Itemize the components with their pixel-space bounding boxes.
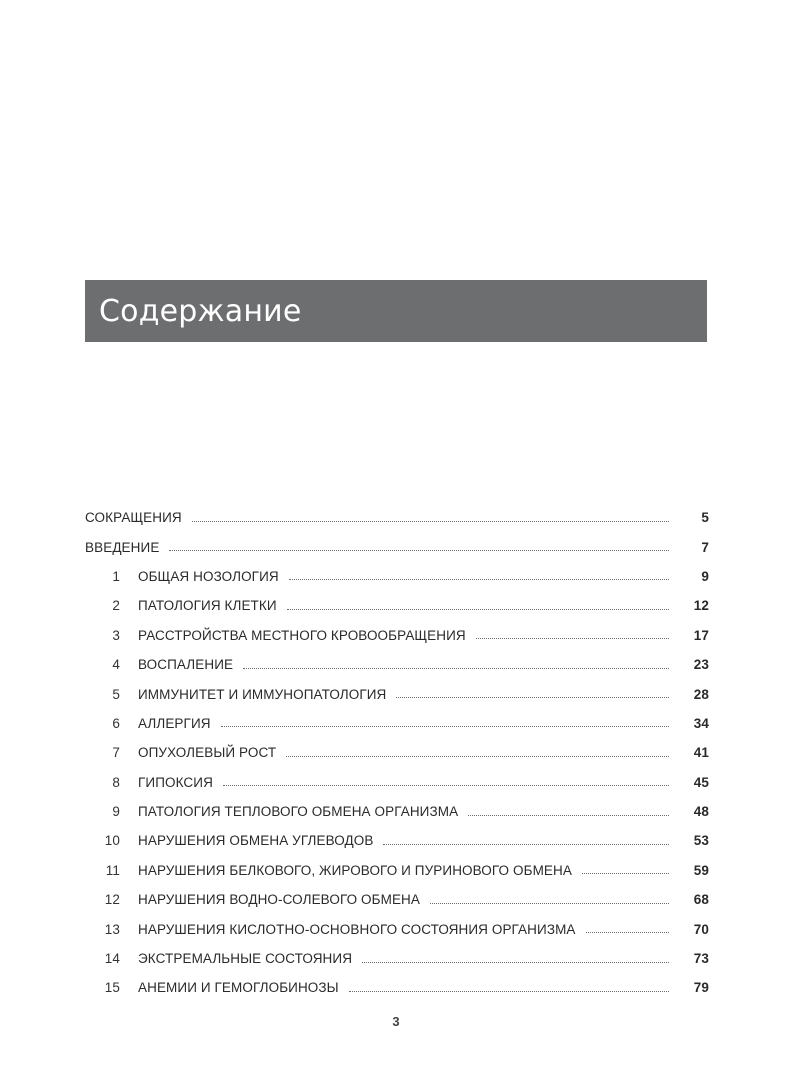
dot-leader [289,578,669,580]
toc-entry-page: 5 [701,510,709,526]
dot-leader [192,520,669,522]
toc-entry[interactable] [85,709,709,738]
toc-entry-label: ОПУХОЛЕВЫЙ РОСТ [138,745,277,761]
toc-entry-page: 79 [693,980,709,996]
toc-entry-label: ПАТОЛОГИЯ ТЕПЛОВОГО ОБМЕНА ОРГАНИЗМА [138,804,459,820]
toc-entry-label: РАССТРОЙСТВА МЕСТНОГО КРОВООБРАЩЕНИЯ [138,627,466,643]
toc-entry[interactable] [85,738,709,767]
toc-entry-number: 12 [104,892,120,908]
toc-entry-number: 1 [112,568,120,584]
toc-entry-page: 17 [693,627,709,643]
toc-entry-number: 8 [112,774,120,790]
toc-entry-number: 14 [104,951,120,967]
toc-entry-page: 59 [693,862,709,878]
toc-entry-label: ВОСПАЛЕНИЕ [138,657,234,673]
toc-entry[interactable] [85,503,709,532]
toc-entry-page: 53 [693,833,709,849]
dot-leader [349,990,669,992]
dot-leader [582,872,669,874]
toc-entry[interactable] [85,591,709,620]
toc-entry-label: НАРУШЕНИЯ КИСЛОТНО-ОСНОВНОГО СОСТОЯНИЯ ОРГАНИЗМА [138,921,576,937]
toc-entry[interactable] [85,973,709,1002]
toc-entry-label: ГИПОКСИЯ [138,774,213,790]
toc-entry-label: АНЕМИИ И ГЕМОГЛОБИНОЗЫ [138,980,339,996]
dot-leader [286,755,669,757]
toc-entry-page: 23 [693,657,709,673]
toc-entry-page: 68 [693,892,709,908]
dot-leader [221,725,669,727]
toc-entry[interactable] [85,532,709,561]
dot-leader [287,608,669,610]
dot-leader [362,961,669,963]
toc-entry-page: 45 [693,774,709,790]
toc-entry-page: 12 [693,598,709,614]
toc-entry-page: 48 [693,804,709,820]
dot-leader [476,637,669,639]
toc-entry[interactable] [85,914,709,943]
toc-entry-number: 13 [104,921,120,937]
toc-entry-page: 73 [693,951,709,967]
page-title: Содержание [99,293,302,329]
toc-entry-page: 70 [693,921,709,937]
toc-entry-label: ПАТОЛОГИЯ КЛЕТКИ [138,598,277,614]
toc-entry[interactable] [85,856,709,885]
toc-entry-page: 34 [693,715,709,731]
title-banner [85,280,707,342]
dot-leader [243,667,669,669]
toc-entry-label: ВВЕДЕНИЕ [85,539,160,555]
dot-leader [383,843,669,845]
toc-entry[interactable] [85,826,709,855]
toc-entry[interactable] [85,650,709,679]
toc-entry[interactable] [85,797,709,826]
dot-leader [223,784,669,786]
toc-entry-page: 9 [701,568,709,584]
toc-entry[interactable] [85,679,709,708]
toc-entry-number: 7 [112,745,120,761]
toc-entry-label: НАРУШЕНИЯ ВОДНО-СОЛЕВОГО ОБМЕНА [138,892,421,908]
toc-entry[interactable] [85,885,709,914]
toc-entry-page: 41 [693,745,709,761]
toc-entry-number: 5 [112,686,120,702]
toc-entry-number: 4 [112,657,120,673]
toc-entry-label: НАРУШЕНИЯ БЕЛКОВОГО, ЖИРОВОГО И ПУРИНОВОГО ОБМЕНА [138,862,572,878]
toc-entry-number: 3 [112,627,120,643]
toc-entry-number: 11 [105,862,120,878]
dot-leader [169,549,669,551]
toc-entry-number: 2 [112,598,120,614]
dot-leader [430,902,669,904]
dot-leader [586,931,669,933]
dot-leader [396,696,669,698]
table-of-contents [85,503,709,1003]
page-number: 3 [392,1014,400,1029]
toc-entry-label: НАРУШЕНИЯ ОБМЕНА УГЛЕВОДОВ [138,833,374,849]
toc-entry-label: ОБЩАЯ НОЗОЛОГИЯ [138,568,279,584]
toc-entry-number: 9 [112,804,120,820]
toc-entry[interactable] [85,621,709,650]
toc-entry-label: ИММУНИТЕТ И ИММУНОПАТОЛОГИЯ [138,686,387,702]
toc-entry-label: АЛЛЕРГИЯ [138,715,211,731]
toc-entry-page: 7 [701,539,709,555]
toc-entry-label: ЭКСТРЕМАЛЬНЫЕ СОСТОЯНИЯ [138,951,353,967]
toc-entry[interactable] [85,944,709,973]
toc-entry-label: СОКРАЩЕНИЯ [85,510,182,526]
toc-entry-number: 6 [112,715,120,731]
toc-entry[interactable] [85,768,709,797]
dot-leader [468,814,669,816]
toc-entry-page: 28 [693,686,709,702]
toc-entry[interactable] [85,562,709,591]
toc-entry-number: 10 [104,833,120,849]
toc-entry-number: 15 [104,980,120,996]
